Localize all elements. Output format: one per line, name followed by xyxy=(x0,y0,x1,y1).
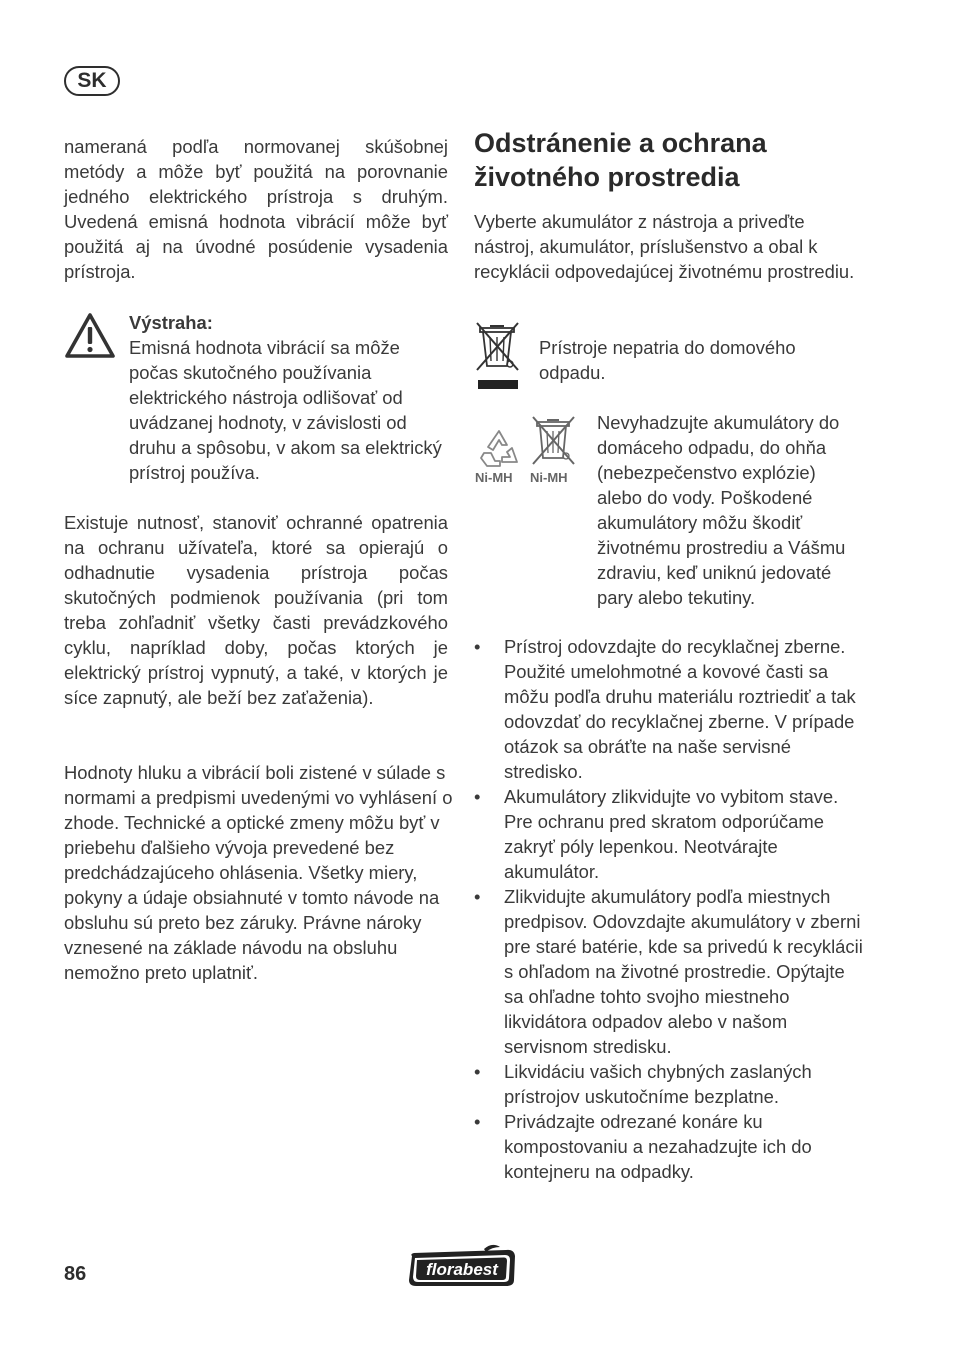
battery-bin-icon xyxy=(528,414,578,468)
crossed-bin-icon xyxy=(474,320,520,392)
bullet-dot: • xyxy=(474,886,481,907)
list-item-text: Likvidáciu vašich chybných zaslaných prístrojov uskutočníme bezplatne. xyxy=(504,1061,812,1107)
protection-paragraph: Existuje nutnosť, stanoviť ochranné opatrenia na ochranu užívateľa, ktoré sa opierajú o odhadnutie vysadenia prístroja počas skutočných podmienok používania (pri tom treba zohľadniť všetky časti prevádzkového cyklu, napríklad doby, počas ktorých je elektrický prístroj vypnutý, a také, v ktorých je síce zapnutý, ale beží bez zaťaženia). xyxy=(64,512,448,708)
list-item-text: Akumulátory zlikvidujte vo vybitom stave. Pre ochranu pred skratom odporúčame zakryť póly lepenkou. Neotvárajte akumulátor. xyxy=(504,786,839,882)
closing-paragraph: Hodnoty hluku a vibrácií boli zistené v súlade s normami a predpismi uvedenými vo vyhlásení o zhode. Technické a optické zmeny môžu byť v priebehu ďalšieho vývoja prevedené bez predchádzajúceho ohlásenia. Všetky miery, pokyny a údaje obsiahnuté v tomto návode na obsluhu sú preto bez záruky. Právne nároky vznesené na základe návodu na obsluhu nemožno preto uplatniť. xyxy=(64,762,453,983)
list-item xyxy=(474,784,864,884)
warning-text: Emisná hodnota vibrácií sa môže počas skutočného používania elektrického nástroja odlišovať od uvádzanej hodnoty, v závislosti od druhu a spôsobu, v akom sa elektrický prístroj používa. xyxy=(129,337,442,483)
intro-paragraph: nameraná podľa normovanej skúšobnej metódy a môže byť použitá na porovnanie jedného elektrického prístroja s druhým. Uvedená emisná hodnota vibrácií môže byť použitá aj na úvodné posúdenie vysadenia prístroja. xyxy=(64,136,448,282)
bullet-dot: • xyxy=(474,1061,481,1082)
recycle-nimh-label: Ni-MH xyxy=(475,470,513,485)
page-number: 86 xyxy=(64,1263,87,1285)
florabest-logo xyxy=(406,1244,520,1290)
bullet-dot: • xyxy=(474,1111,481,1132)
disposal-bullet-list xyxy=(474,634,864,1184)
list-item xyxy=(474,634,864,784)
bullet-dot: • xyxy=(474,636,481,657)
list-item-text: Prístroj odovzdajte do recyklačnej zberne. Použité umelohmotné a kovové časti sa môžu podľa druhu materiálu roztriediť a tak odovzdať do recyklačnej zberne. V prípade otázok sa obráťte na naše servisné stredisko. xyxy=(504,636,856,782)
list-item xyxy=(474,1109,864,1184)
bullet-dot: • xyxy=(474,786,481,807)
bin-notice-text: Prístroje nepatria do domového odpadu. xyxy=(539,337,796,383)
section-heading: Odstránenie a ochrana životného prostredia xyxy=(474,128,767,192)
list-item xyxy=(474,884,864,1059)
warning-triangle-icon xyxy=(64,312,116,360)
language-badge: SK xyxy=(64,66,120,96)
florabest-logo-text: florabest xyxy=(426,1260,498,1279)
disposal-intro: Vyberte akumulátor z nástroja a priveďte nástroj, akumulátor, príslušenstvo a obal k recyklácii odpovedajúcej životnému prostrediu. xyxy=(474,211,855,282)
list-item-text: Privádzajte odrezané konáre ku kompostovaniu a nezahadzujte ich do kontejneru na odpadky. xyxy=(504,1111,812,1182)
bin-nimh-label: Ni-MH xyxy=(530,470,568,485)
battery-notice-text: Nevyhadzujte akumulátory do domáceho odpadu, do ohňa (nebezpečenstvo explózie) alebo do vody. Poškodené akumulátory môžu škodiť životnému prostrediu a Vášmu zdraviu, keď uniknú jedovaté pary alebo tekutiny. xyxy=(597,412,846,608)
warning-title: Výstraha: xyxy=(129,312,213,333)
list-item xyxy=(474,1059,864,1109)
list-item-text: Zlikvidujte akumulátory podľa miestnych predpisov. Odovzdajte akumulátory v zberni pre staré batérie, kde sa privedú k recyklácii s ohľadom na životné prostredie. Opýtajte sa ohľadne tohto svojho miestneho likvidátora odpadov alebo v našom servisnom stredisku. xyxy=(504,886,863,1057)
recycle-icon xyxy=(476,426,522,472)
